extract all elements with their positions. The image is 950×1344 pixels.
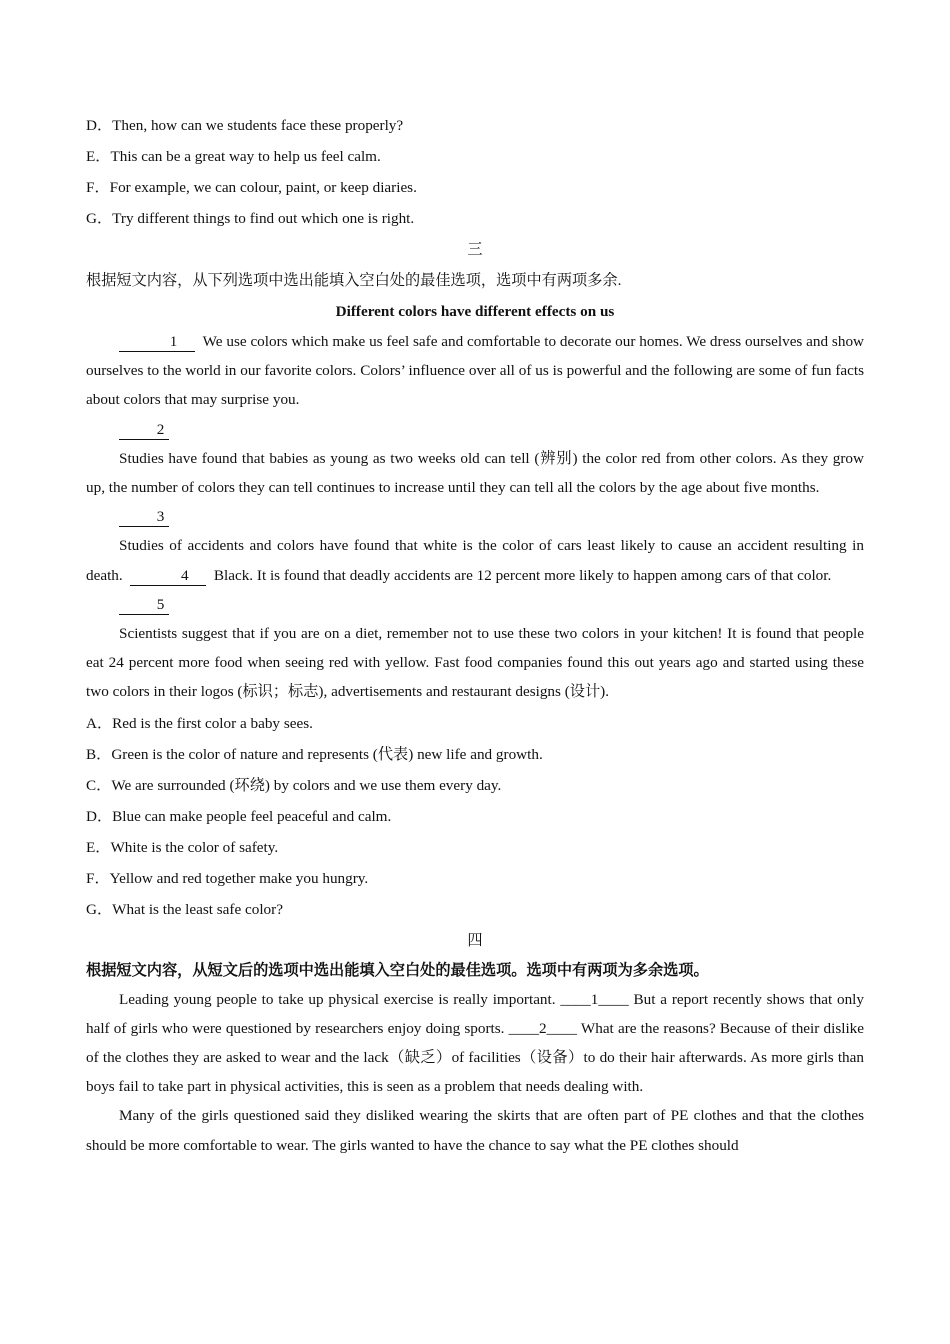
section2-options	[86, 110, 864, 234]
section4-paragraph-1: Leading young people to take up physical exercise is really important. ____1____ But a report recently shows that only half of girls who were questioned by researchers enjoy doing sports. ____2____ What are the reasons? Because of their dislike of the clothes they are asked to wear and the lack（缺乏）of facilities（设备）to do their hair afterwards. As more girls than boys fail to take part in physical activities, this is seen as a problem that needs dealing with.	[86, 990, 865, 1096]
option-e: E．White is the color of safety.	[86, 838, 279, 856]
section3-title: Different colors have different effects on us	[335, 303, 615, 320]
section3-blank-2-line	[86, 415, 864, 444]
section3-blank-3-line	[86, 502, 864, 531]
option-d: D．Then, how can we students face these properly?	[86, 117, 404, 134]
option-g: G．Try different things to find out which one is right.	[86, 210, 415, 227]
option-f: F．Yellow and red together make you hungry.	[86, 869, 369, 887]
blank-4: 4	[130, 567, 206, 586]
option-b: B．Green is the color of nature and represents (代表) new life and growth.	[86, 745, 543, 763]
option-f: F．For example, we can colour, paint, or keep diaries.	[86, 179, 417, 196]
option-e: E．This can be a great way to help us feel calm.	[86, 148, 381, 165]
option-c: C．We are surrounded (环绕) by colors and we use them every day.	[86, 776, 502, 794]
option-a: A．Red is the first color a baby sees.	[86, 714, 313, 732]
section3-paragraph-4: Scientists suggest that if you are on a diet, remember not to use these two colors in your kitchen! It is found that people eat 24 percent more food when seeing red with yellow. Fast food companies found this out years ago and started using these two colors in their logos (标识；标志), advertisements and restaurant designs (设计).	[86, 625, 864, 701]
document-page	[86, 110, 864, 1160]
section3-paragraph-3: Studies of accidents and colors have found that white is the color of cars least likely to cause an accident resulting in death. 4 Black. It is found that deadly accidents are 12 percent more likely to happen among cars of that color.	[86, 537, 864, 584]
blank-5: 5	[119, 596, 169, 615]
section3-instruction: 根据短文内容，从下列选项中选出能填入空白处的最佳选项，选项中有两项多余.	[86, 272, 622, 289]
section3-number: 三	[467, 241, 483, 258]
blank-3: 3	[119, 508, 169, 527]
section4-instruction: 根据短文内容，从短文后的选项中选出能填入空白处的最佳选项。选项中有两项为多余选项。	[86, 961, 709, 979]
option-g: G．What is the least safe color?	[86, 900, 283, 918]
section4-number: 四	[467, 931, 483, 949]
blank-2: ____2____	[508, 1019, 577, 1037]
section3-options	[86, 708, 864, 925]
blank-1: ____1____	[560, 990, 629, 1008]
section3-paragraph-1: 1 We use colors which make us feel safe and comfortable to decorate our homes. We dress ourselves and show ourselves to the world in our favorite colors. Colors’ influence over all of us is powerful and the following are some of fun facts about colors that may surprise you.	[86, 333, 865, 409]
section4-paragraph-2: Many of the girls questioned said they disliked wearing the skirts that are often part of PE clothes and that the clothes should be more comfortable to wear. The girls wanted to have the chance to say what the PE clothes should	[86, 1107, 864, 1154]
option-d: D．Blue can make people feel peaceful and calm.	[86, 807, 392, 825]
section3-blank-5-line	[86, 590, 864, 619]
section3-paragraph-2: Studies have found that babies as young as two weeks old can tell (辨别) the color red from other colors. As they grow up, the number of colors they can tell continues to increase until they can tell all the colors by the age about five months.	[86, 449, 864, 497]
blank-1: 1	[119, 333, 195, 352]
blank-2: 2	[119, 421, 169, 440]
